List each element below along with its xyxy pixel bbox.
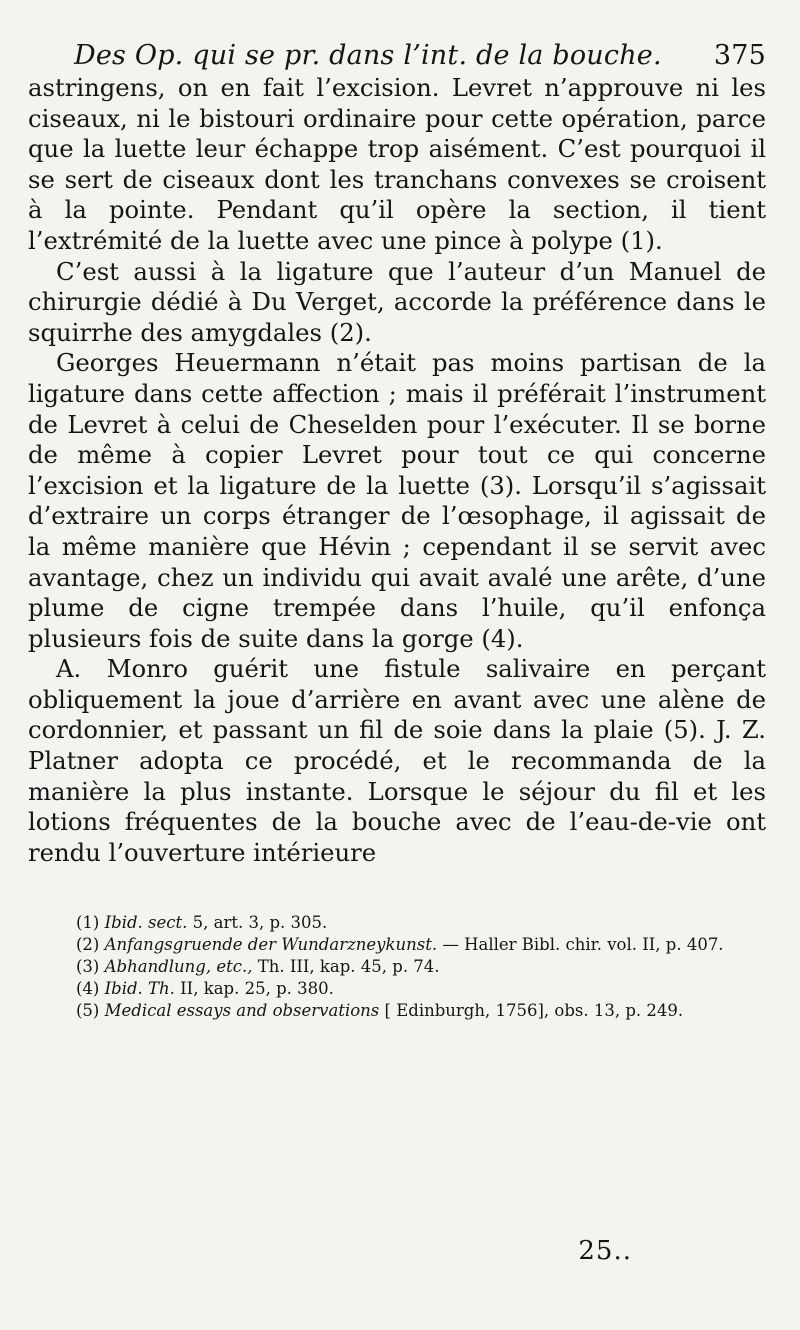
paragraph-4: A. Monro guérit une fistule salivaire en perçant obliquement la joue d’arrière en avant avec une alène de cordonnier, et passant un fil de soie dans la plaie (5). J. Z. Platner adopta ce procédé, et le recommanda de la manière la plus instante. Lorsque le séjour du fil et les lotions fréquentes de la bouche avec de l’eau-de-vie ont rendu l’ouverture intérieure — [28, 654, 766, 867]
footnote-2 — [76, 934, 766, 956]
footnote-5 — [76, 1000, 766, 1022]
footnote-detail: [ Edinburgh, 1756], obs. 13, p. 249. — [379, 1001, 684, 1021]
footnote-number: (3) — [76, 957, 100, 977]
footnote-source: Ibid. Th. — [104, 979, 175, 999]
running-head — [28, 40, 766, 71]
paragraph-1: astringens, on en fait l’excision. Levret n’approuve ni les ciseaux, ni le bistouri ordinaire pour cette opération, parce que la luette leur échappe trop aisément. C’est pourquoi il se sert de ciseaux dont les tranchans convexes se croisent à la pointe. Pendant qu’il opère la section, il tient l’extrémité de la luette avec une pince à polype (1). — [28, 73, 766, 255]
footnote-number: (1) — [76, 913, 100, 933]
footnote-detail: — Haller Bibl. chir. vol. II, p. 407. — [437, 935, 724, 955]
paragraph-3: Georges Heuermann n’était pas moins partisan de la ligature dans cette affection ; mais il préférait l’instrument de Levret à celui de Cheselden pour l’exécuter. Il se borne de même à copier Levret pour tout ce qui concerne l’excision et la ligature de la luette (3). Lorsqu’il s’agissait d’extraire un corps étranger de l’œsophage, il agissait de la même manière que Hévin ; cependant il se servit avec avantage, chez un individu qui avait avalé une arête, d’une plume de cigne trempée dans l’huile, qu’il enfonça plusieurs fois de suite dans la gorge (4). — [28, 348, 766, 653]
footnote-source: Ibid. sect. — [104, 913, 188, 933]
footnote-3 — [76, 956, 766, 978]
footnote-source: Anfangsgruende der Wundarzneykunst. — [104, 935, 438, 955]
footnote-detail: Th. III, kap. 45, p. 74. — [252, 957, 440, 977]
paragraph-2: C’est aussi à la ligature que l’auteur d’un Manuel de chirurgie dédié à Du Verget, accorde la préférence dans le squirrhe des amygdales (2). — [28, 256, 766, 347]
body-text — [28, 73, 766, 868]
footnote-detail: II, kap. 25, p. 380. — [174, 979, 334, 999]
footnote-number: (4) — [76, 979, 100, 999]
footnote-detail: 5, art. 3, p. 305. — [187, 913, 328, 933]
footnotes — [28, 912, 766, 1022]
signature-mark: 25.. — [578, 1236, 632, 1266]
footnote-1 — [76, 912, 766, 934]
footnote-4 — [76, 978, 766, 1000]
footnote-source: Medical essays and observations — [104, 1001, 380, 1021]
footnote-source: Abhandlung, etc., — [104, 957, 253, 977]
page-number: 375 — [713, 40, 766, 71]
running-title: Des Op. qui se pr. dans l’int. de la bouche. — [74, 40, 662, 71]
footnote-number: (5) — [76, 1001, 100, 1021]
footnote-number: (2) — [76, 935, 100, 955]
